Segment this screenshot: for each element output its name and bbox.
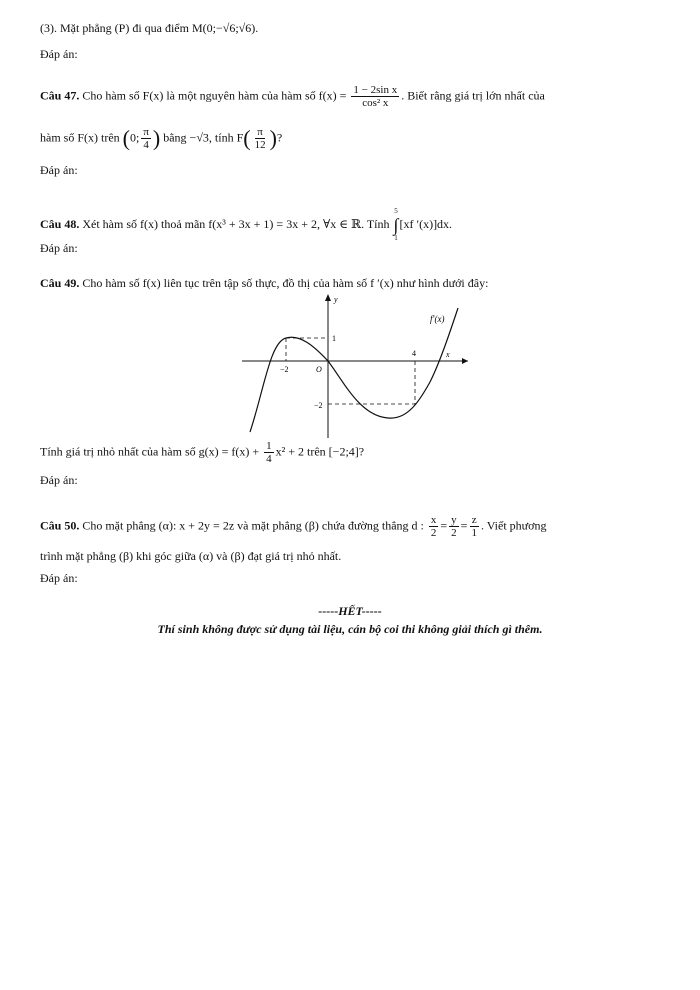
exam-note: Thí sinh không được sử dụng tài liệu, cán bộ coi thi không giải thích gì thêm. bbox=[157, 622, 543, 636]
x-axis-arrow-icon bbox=[462, 358, 468, 364]
q50-frac-y-den: 2 bbox=[451, 527, 457, 539]
q47-fraction-denominator: cos² x bbox=[362, 97, 389, 109]
y-axis-label: y bbox=[334, 295, 338, 304]
q50-frac-z-num: z bbox=[471, 514, 477, 526]
end-marker: -----HẾT----- bbox=[318, 604, 382, 618]
integral-sign-icon: ∫ bbox=[393, 215, 399, 235]
tick-x-neg2: −2 bbox=[280, 365, 289, 374]
q47-text-3: hàm số F(x) trên bbox=[40, 130, 120, 145]
q50-label: Câu 50. bbox=[40, 518, 80, 533]
q50-text-1: Cho mặt phẳng (α): x + 2y = 2z và mặt phẳng (β) chứa đường thẳng d : bbox=[82, 518, 424, 533]
q47-interval-left: 0; bbox=[129, 130, 140, 145]
tick-y-neg2: −2 bbox=[314, 401, 323, 410]
q48-integrand: [xf ′(x)]dx. bbox=[399, 216, 453, 231]
q47-text-4: bằng −√3, tính F bbox=[163, 130, 244, 145]
q50-frac-x bbox=[429, 514, 439, 539]
q48-lower-limit: 1 bbox=[394, 234, 398, 242]
q50-frac-x-den: 2 bbox=[430, 527, 437, 539]
q50-line-2: trình mặt phẳng (β) khi góc giữa (α) và (β) đạt giá trị nhỏ nhất. bbox=[40, 549, 342, 563]
x-axis-label: x bbox=[446, 350, 450, 359]
q50-answer-label: Đáp án: bbox=[40, 571, 78, 585]
q48-label: Câu 48. bbox=[40, 216, 80, 231]
q47-point-den: 12 bbox=[254, 139, 266, 151]
tick-y-1: 1 bbox=[332, 334, 336, 343]
q49-fraction-num: 1 bbox=[266, 440, 272, 452]
q47-label: Câu 47. bbox=[40, 88, 80, 103]
origin-label: O bbox=[316, 365, 322, 374]
q47-line-2: hàm số F(x) trên (0; $\frac{\pi}{4}$ ) bằng −√3, tính F( $\frac{\pi}{12}$ )? bbox=[40, 125, 283, 151]
q50-text-2: . Viết phương bbox=[480, 518, 547, 533]
q49-fraction-den: 4 bbox=[266, 453, 272, 465]
q47-answer-label: Đáp án: bbox=[40, 163, 78, 177]
q49-text-1: Cho hàm số f(x) liên tục trên tập số thực, đồ thị của hàm số f ′(x) như hình dưới đây: bbox=[82, 276, 489, 290]
q46-statement-3: (3). Mặt phẳng (P) đi qua điểm M(0;−√6;√6). bbox=[40, 21, 259, 35]
q47-text-1: Cho hàm số F(x) là một nguyên hàm của hàm số f(x) = bbox=[82, 88, 347, 103]
y-axis-arrow-icon bbox=[325, 294, 331, 301]
derivative-graph bbox=[240, 290, 470, 440]
q49-line-2 bbox=[40, 440, 364, 465]
q50-line-1: Câu 50. Cho mặt phẳng (α): x + 2y = 2z và mặt phẳng (β) chứa đường thẳng d : $\frac{x}{2}$ = $\frac{y}{2}$ = $\frac{z}{1}$ . Viết phương bbox=[40, 514, 547, 539]
q47-line-1 bbox=[40, 84, 545, 109]
tick-x-4: 4 bbox=[412, 349, 416, 358]
q50-frac-x-num: x bbox=[430, 514, 437, 526]
q47-point-num: π bbox=[257, 126, 263, 138]
q49-text-2: Tính giá trị nhỏ nhất của hàm số g(x) = f(x) + bbox=[40, 444, 260, 459]
q48-text-1: Xét hàm số f(x) thoả mãn f(x³ + 3x + 1) = 3x + 2, ∀x ∈ ℝ. Tính bbox=[82, 216, 390, 231]
q49-text-3: x² + 2 trên [−2;4]? bbox=[275, 444, 365, 459]
q47-text-2: . Biết rằng giá trị lớn nhất của bbox=[401, 88, 545, 103]
q49-label: Câu 49. bbox=[40, 276, 80, 290]
q50-frac-y bbox=[449, 514, 459, 539]
q49-line-1 bbox=[40, 275, 488, 291]
q47-interval-fraction bbox=[141, 126, 151, 151]
q46-answer-label: Đáp án: bbox=[40, 47, 78, 61]
q49-answer-label: Đáp án: bbox=[40, 473, 78, 487]
q48-line-1 bbox=[40, 207, 452, 243]
q47-text-5: ? bbox=[276, 130, 283, 145]
q49-fraction bbox=[264, 440, 274, 465]
q50-frac-z bbox=[469, 514, 479, 539]
q47-fraction-numerator: 1 − 2sin x bbox=[353, 84, 398, 96]
q48-integral bbox=[394, 207, 399, 243]
q47-fraction bbox=[351, 84, 399, 109]
q48-upper-limit: 5 bbox=[394, 207, 398, 215]
q47-interval-den: 4 bbox=[143, 139, 149, 151]
q50-frac-z-den: 1 bbox=[471, 527, 477, 539]
q47-point-fraction bbox=[253, 126, 268, 151]
q48-answer-label: Đáp án: bbox=[40, 241, 78, 255]
curve-label: f′(x) bbox=[430, 314, 445, 324]
q50-frac-y-num: y bbox=[451, 514, 457, 526]
q47-interval-num: π bbox=[143, 126, 149, 138]
